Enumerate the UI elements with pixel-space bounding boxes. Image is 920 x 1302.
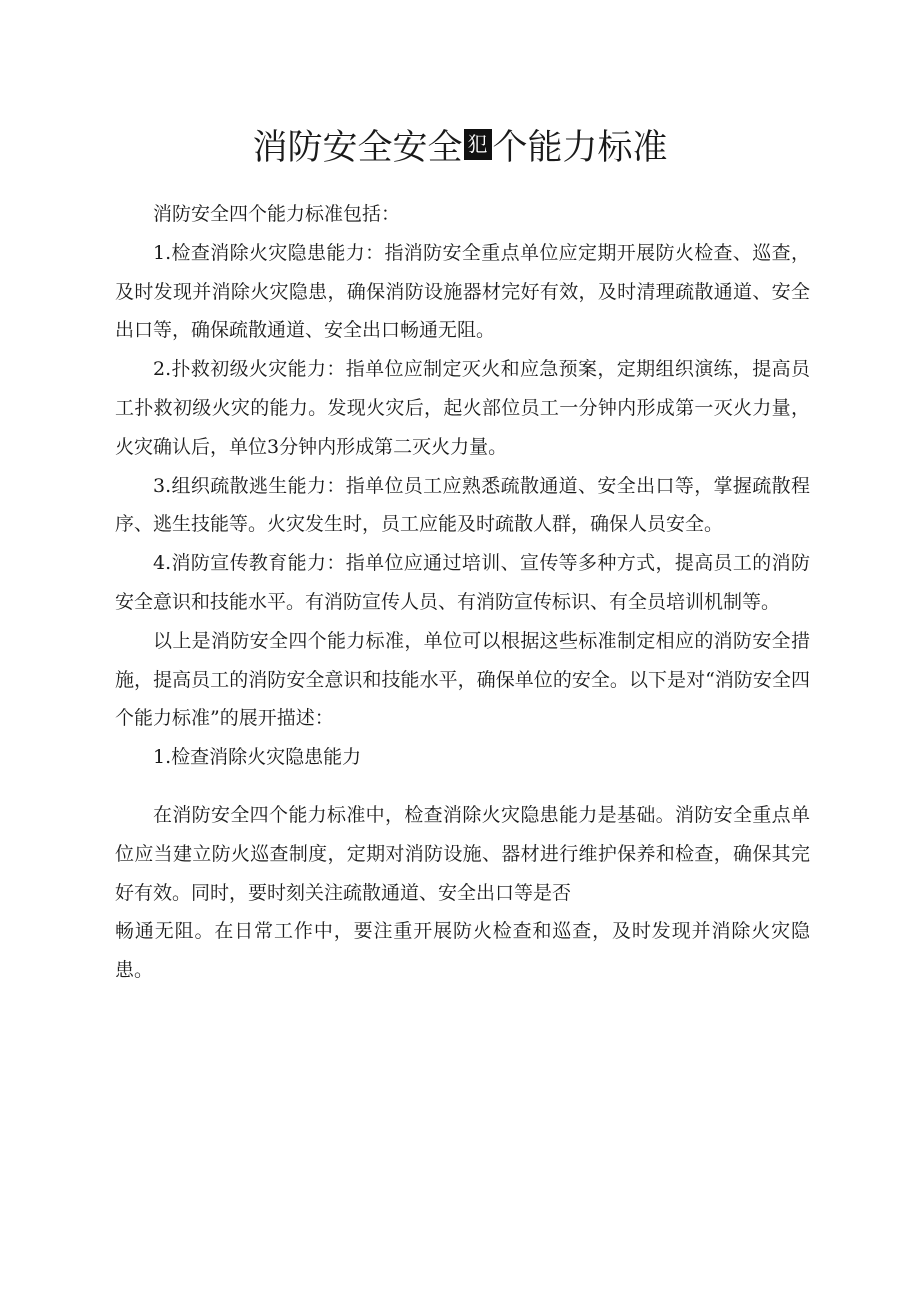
paragraph-item-3: 3.组织疏散逃生能力：指单位员工应熟悉疏散通道、安全出口等，掌握疏散程序、逃生技能等。火灾发生时，员工应能及时疏散人群，确保人员安全。 bbox=[115, 474, 810, 536]
title-boxed-char: 犯 bbox=[464, 129, 492, 160]
paragraph-section-1-continued: 畅通无阻。在日常工作中，要注重开展防火检查和巡查，及时发现并消除火灾隐患。 bbox=[115, 920, 810, 982]
paragraph-intro: 消防安全四个能力标准包括： bbox=[153, 203, 401, 225]
paragraph-summary: 以上是消防安全四个能力标准，单位可以根据这些标准制定相应的消防安全措施，提高员工的消防安全意识和技能水平，确保单位的安全。以下是对“消防安全四个能力标准”的展开描述： bbox=[115, 629, 810, 730]
title-text-end: 个能力标准 bbox=[492, 128, 668, 168]
paragraph-section-1: 在消防安全四个能力标准中，检查消除火灾隐患能力是基础。消防安全重点单位应当建立防火巡查制度，定期对消防设施、器材进行维护保养和检查，确保其完好有效。同时，要时刻关注疏散通道、安全出口等是否 bbox=[115, 803, 810, 904]
section-heading-1: 1.检查消除火灾隐患能力 bbox=[153, 746, 362, 769]
paragraph-item-2: 2.扑救初级火灾能力：指单位应制定灭火和应急预案，定期组织演练，提高员工扑救初级火灾的能力。发现火灾后，起火部位员工一分钟内形成第一灭火力量，火灾确认后，单位3分钟内形成第二灭火力量。 bbox=[115, 358, 810, 458]
paragraph-item-4: 4.消防宣传教育能力：指单位应通过培训、宣传等多种方式，提高员工的消防安全意识和技能水平。有消防宣传人员、有消防宣传标识、有全员培训机制等。 bbox=[115, 552, 810, 613]
paragraph-item-1: 1.检查消除火灾隐患能力：指消防安全重点单位应定期开展防火检查、巡查，及时发现并消除火灾隐患，确保消防设施器材完好有效，及时清理疏散通道、安全出口等，确保疏散通道、安全出口畅通无阻。 bbox=[115, 241, 810, 342]
document-body bbox=[115, 195, 810, 990]
document-title bbox=[0, 118, 920, 178]
title-text-start: 消防安全安全 bbox=[252, 128, 463, 168]
